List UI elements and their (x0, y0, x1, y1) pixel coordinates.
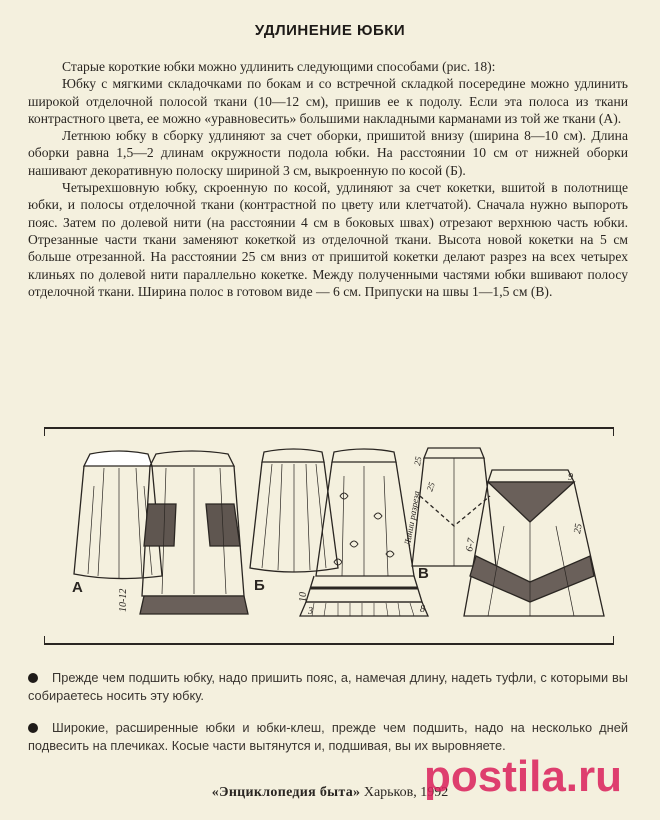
label-v: В (418, 565, 429, 582)
dim-a: 10-12 (118, 588, 129, 612)
source-book: «Энциклопедия быта» (211, 785, 361, 800)
watermark-text: postila.ru (424, 752, 623, 801)
watermark-logo (418, 737, 658, 807)
bullet-icon (28, 673, 38, 683)
paragraph-a: Юбку с мягкими складочками по бокам и со встречной складкой посередине можно удлинить широкой отделочной полосой ткани (10—12 см), пришив ее к подолу. Если эта полоса из ткани контрастного цвета, ее можно «уравновесить» большими накладными карманами из той же ткани (А). (28, 76, 628, 126)
skirt-a-lengthened (140, 451, 248, 614)
dim-v-25-top: 25 (412, 455, 424, 467)
paragraph-intro: Старые короткие юбки можно удлинить следующими способами (рис. 18): (62, 59, 496, 74)
label-b: Б (254, 577, 265, 594)
dim-v-67: 6-7 (464, 537, 478, 553)
watermark (418, 737, 658, 807)
dim-v-cut-label: Линии разреза (402, 490, 422, 547)
article-body (28, 58, 628, 300)
skirt-illustration (44, 426, 614, 646)
paragraph-b: Летнюю юбку в сборку удлиняют за счет оборки, пришитой внизу (ширина 8—10 см). Длина оборки равна 1,5—2 длинам окружности подола юбки. На расстоянии 10 см от нижней оборки нашивают декоративную полоску шириной 3 см, выкроенную по косой (Б). (28, 128, 628, 178)
page-title: УДЛИНЕНИЕ ЮБКИ (254, 22, 406, 39)
dim-b-right: 8 (420, 604, 425, 615)
source-rest: Харьков, 1992 (360, 785, 449, 800)
dim-b-mid: 3 (308, 606, 313, 617)
skirt-v-lengthened (464, 470, 604, 616)
bullet-icon (28, 723, 38, 733)
label-a: А (72, 579, 83, 596)
tip-1 (28, 669, 628, 704)
dim-v-9: 9 (568, 472, 573, 483)
figure-18 (44, 426, 614, 646)
dim-b-left: 10 (298, 592, 309, 602)
dim-v-25-right: 25 (572, 522, 585, 535)
paragraph-v: Четырехшовную юбку, скроенную по косой, удлиняют за счет кокетки, вшитой в полотнище юбки, и полосы отделочной ткани (контрастной по цвету или клетчатой). Сначала нужно выпороть пояс. Затем по долевой нити (на расстоянии 4 см в боковых швах) отрезают верхнюю часть юбки. Отрезанные части ткани заменяют кокеткой из отделочной ткани. Высота новой кокетки на 5 см больше отрезанной. На расстоянии 25 см вниз от пришитой кокетки делают разрез на всех четырех клиньях по долевой нити параллельно кокетке. Между полученными частями юбки вшивают полосу отделочной ткани. Ширина полос в готовом виде — 6 см. Припуски на швы 1—1,5 см (В). (28, 180, 628, 299)
tip-2-text: Широкие, расширенные юбки и юбки-клеш, прежде чем подшить, надо на несколько дней подвесить на плечиках. Косые части вытянутся и, подшивая, вы их выровняете. (28, 720, 628, 753)
tip-1-text: Прежде чем подшить юбку, надо пришить пояс, а, намечая длину, надеть туфли, с которыми вы собираетесь носить эту юбку. (28, 670, 628, 703)
dim-v-25-left: 25 (424, 480, 437, 493)
